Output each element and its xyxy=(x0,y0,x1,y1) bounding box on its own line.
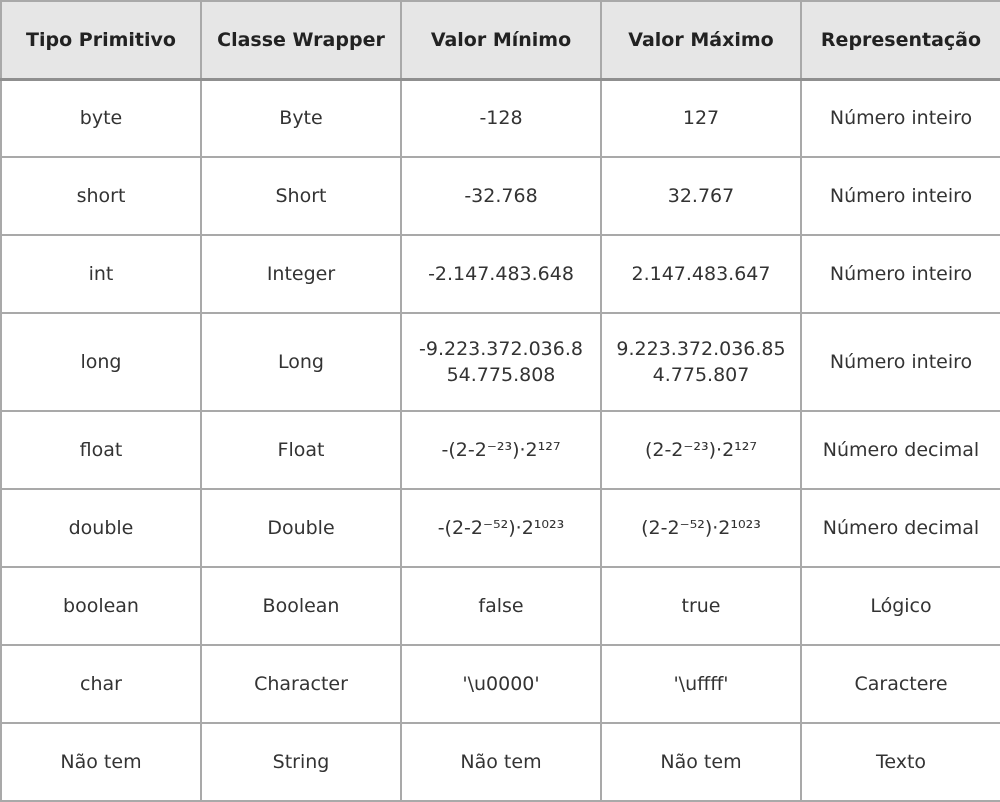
header-cell-valor-minimo: Valor Mínimo xyxy=(401,1,601,79)
cell-classe-wrapper: Boolean xyxy=(201,567,401,645)
cell-representacao: Número decimal xyxy=(801,489,1000,567)
header-row xyxy=(1,1,1000,79)
cell-representacao: Número decimal xyxy=(801,411,1000,489)
cell-valor-maximo-text: 9.223.372.036.854.775.807 xyxy=(616,338,786,386)
cell-valor-maximo: '\uffff' xyxy=(601,645,801,723)
cell-valor-maximo: true xyxy=(601,567,801,645)
cell-tipo-primitivo: byte xyxy=(1,79,201,157)
table-row xyxy=(1,313,1000,411)
cell-tipo-primitivo: Não tem xyxy=(1,723,201,801)
cell-valor-minimo: -(2-2⁻²³)·2¹²⁷ xyxy=(401,411,601,489)
cell-classe-wrapper: Byte xyxy=(201,79,401,157)
cell-valor-minimo: -128 xyxy=(401,79,601,157)
cell-valor-minimo: -(2-2⁻⁵²)·2¹⁰²³ xyxy=(401,489,601,567)
cell-representacao: Caractere xyxy=(801,645,1000,723)
cell-classe-wrapper: Character xyxy=(201,645,401,723)
table-row xyxy=(1,645,1000,723)
cell-valor-minimo: -2.147.483.648 xyxy=(401,235,601,313)
cell-valor-minimo: -32.768 xyxy=(401,157,601,235)
table-row xyxy=(1,157,1000,235)
cell-valor-maximo: 2.147.483.647 xyxy=(601,235,801,313)
table-row xyxy=(1,567,1000,645)
cell-valor-maximo: (2-2⁻²³)·2¹²⁷ xyxy=(601,411,801,489)
cell-representacao: Texto xyxy=(801,723,1000,801)
cell-representacao: Número inteiro xyxy=(801,157,1000,235)
cell-tipo-primitivo: boolean xyxy=(1,567,201,645)
cell-tipo-primitivo: int xyxy=(1,235,201,313)
cell-representacao: Número inteiro xyxy=(801,313,1000,411)
cell-classe-wrapper: Float xyxy=(201,411,401,489)
cell-valor-minimo: '\u0000' xyxy=(401,645,601,723)
table-row xyxy=(1,723,1000,801)
cell-valor-maximo: 32.767 xyxy=(601,157,801,235)
cell-classe-wrapper: Long xyxy=(201,313,401,411)
header-cell-representacao: Representação xyxy=(801,1,1000,79)
cell-classe-wrapper: String xyxy=(201,723,401,801)
header-cell-classe-wrapper: Classe Wrapper xyxy=(201,1,401,79)
cell-tipo-primitivo: short xyxy=(1,157,201,235)
cell-tipo-primitivo: float xyxy=(1,411,201,489)
cell-tipo-primitivo: char xyxy=(1,645,201,723)
cell-valor-maximo: 127 xyxy=(601,79,801,157)
cell-valor-minimo: false xyxy=(401,567,601,645)
cell-representacao: Número inteiro xyxy=(801,235,1000,313)
header-cell-valor-maximo: Valor Máximo xyxy=(601,1,801,79)
cell-valor-minimo-text: -9.223.372.036.854.775.808 xyxy=(419,338,583,386)
cell-tipo-primitivo: double xyxy=(1,489,201,567)
table-row xyxy=(1,235,1000,313)
cell-classe-wrapper: Short xyxy=(201,157,401,235)
cell-representacao: Número inteiro xyxy=(801,79,1000,157)
cell-valor-maximo: (2-2⁻⁵²)·2¹⁰²³ xyxy=(601,489,801,567)
cell-valor-maximo xyxy=(601,313,801,411)
header-cell-tipo-primitivo: Tipo Primitivo xyxy=(1,1,201,79)
table-row xyxy=(1,79,1000,157)
cell-classe-wrapper: Integer xyxy=(201,235,401,313)
cell-valor-minimo xyxy=(401,313,601,411)
cell-valor-maximo: Não tem xyxy=(601,723,801,801)
cell-classe-wrapper: Double xyxy=(201,489,401,567)
table-row xyxy=(1,411,1000,489)
table-row xyxy=(1,489,1000,567)
cell-valor-minimo: Não tem xyxy=(401,723,601,801)
cell-tipo-primitivo: long xyxy=(1,313,201,411)
cell-representacao: Lógico xyxy=(801,567,1000,645)
